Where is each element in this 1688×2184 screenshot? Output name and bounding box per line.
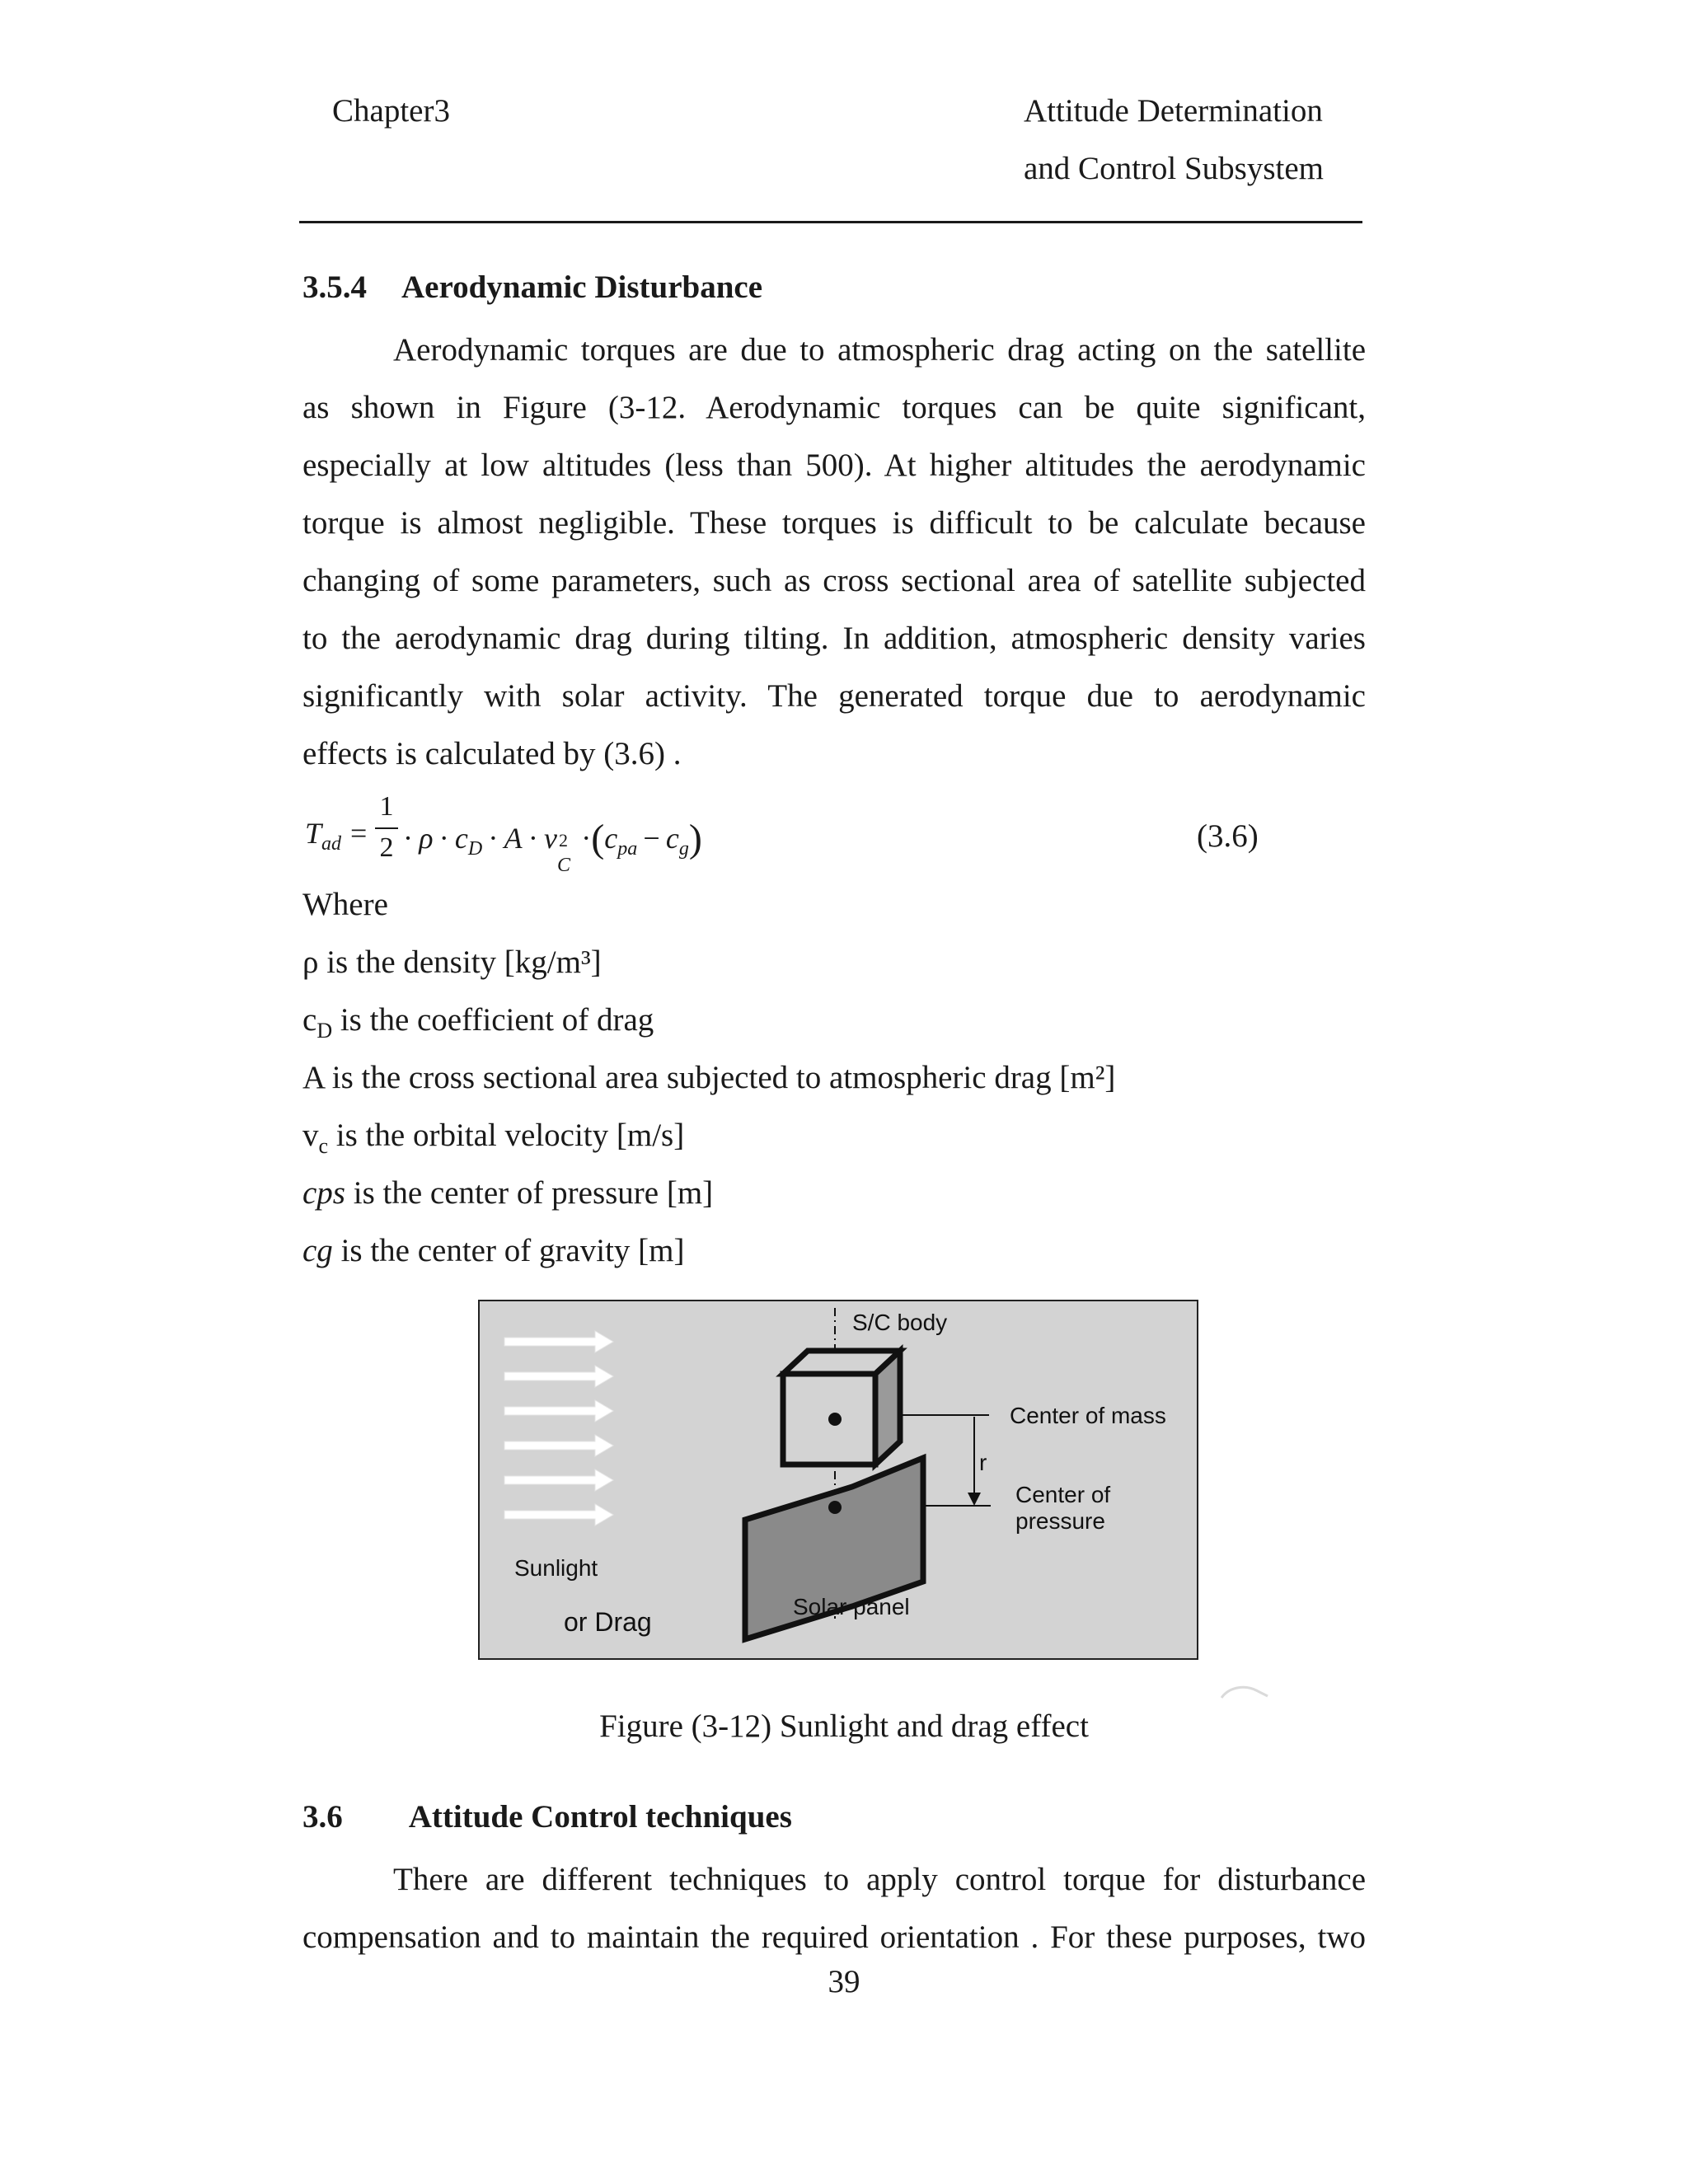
eq-v-sub: C [557, 855, 571, 876]
eq-cg-sub: g [678, 838, 689, 860]
label-sunlight: Sunlight [514, 1555, 598, 1581]
section-number: 3.5.4 [302, 269, 367, 305]
center-of-mass-dot [828, 1413, 842, 1426]
cps-symbol: cps [302, 1175, 345, 1211]
paragraph-line: compensation and to maintain the required orientation . For these purposes, two [302, 1919, 1366, 1955]
header-title-line2: and Control Subsystem [1024, 151, 1325, 186]
paragraph-line: effects is calculated by (3.6) . [302, 736, 682, 771]
figure-sunlight-drag [478, 1300, 1198, 1660]
scan-mark [1218, 1681, 1276, 1703]
paragraph-line: significantly with solar activity. The generated torque due to aerodynamic [302, 678, 1366, 714]
where-rho [302, 946, 602, 978]
section-heading-3-6 [302, 1798, 792, 1835]
label-center-mass: Center of mass [1010, 1403, 1166, 1428]
eq-T-sub: ad [321, 833, 342, 855]
sc-body-cube [783, 1351, 900, 1465]
figure-caption: Figure (3-12) Sunlight and drag effect [599, 1708, 1089, 1744]
cd-symbol: c [302, 1002, 317, 1038]
section-title: Aerodynamic Disturbance [401, 269, 763, 305]
eq-T: T [305, 817, 322, 850]
figure-diagram [480, 1301, 1197, 1658]
sunlight-arrows [504, 1331, 613, 1526]
cg-desc: is the center of gravity [m] [332, 1233, 685, 1268]
paragraph-aerodynamic [302, 321, 1366, 783]
label-center-pressure-2: pressure [1015, 1508, 1105, 1534]
label-r: r [979, 1450, 987, 1475]
where-cps [302, 1177, 713, 1209]
vc-desc: is the orbital velocity [m/s] [328, 1118, 685, 1153]
cps-desc: is the center of pressure [m] [345, 1175, 714, 1211]
eq-frac-bar [375, 827, 398, 829]
paragraph-line: changing of some parameters, such as cross sectional area of satellite subjected [302, 563, 1366, 598]
eq-cpa-sub: pa [617, 838, 638, 860]
rho-symbol: ρ [302, 944, 319, 980]
label-or-drag: or Drag [564, 1607, 652, 1637]
where-area: A is the cross sectional area subjected to atmospheric drag [m²] [302, 1060, 1116, 1095]
rho-desc: is the density [kg/m³] [318, 944, 602, 980]
where-cd [302, 1004, 654, 1042]
center-of-pressure-dot [828, 1501, 842, 1514]
paragraph-line: torque is almost negligible. These torques is difficult to be calculate because [302, 505, 1366, 541]
header-rule [299, 221, 1362, 223]
eq-c: c [454, 822, 468, 855]
section-title: Attitude Control techniques [408, 1799, 792, 1835]
eq-frac-num: 1 [379, 791, 394, 822]
where-cg [302, 1235, 685, 1267]
header-title-line1: Attitude Determination [1024, 93, 1323, 129]
chapter-label: Chapter3 [332, 93, 450, 129]
section-heading-3-5-4 [302, 269, 762, 306]
vc-sub: c [318, 1133, 329, 1158]
label-sc-body: S/C body [852, 1310, 948, 1335]
eq-v-sup: 2 [559, 830, 569, 851]
equation-number: (3.6) [1197, 818, 1259, 854]
eq-A: A [504, 822, 523, 855]
where-vc [302, 1119, 684, 1157]
eq-cg: c [665, 822, 679, 855]
eq-c-sub: D [467, 838, 483, 860]
label-solar-panel: Solar panel [793, 1594, 910, 1619]
paragraph-line: There are different techniques to apply control torque for disturbance [393, 1862, 1366, 1897]
section-number: 3.6 [302, 1799, 343, 1835]
eq-v: v [544, 822, 558, 855]
eq-frac-den: 2 [379, 832, 394, 863]
paragraph-line: especially at low altitudes (less than 500). At higher altitudes the aerodynamic [302, 448, 1366, 483]
where-label: Where [302, 887, 388, 922]
paragraph-line: to the aerodynamic drag during tilting. In addition, atmospheric density varies [302, 621, 1366, 656]
equation-3-6: $T_{ad}$ = 1 2 · $\rho \cdot c_D \cdot A \cdot v$ 2 C $\cdot(c_{pa} - c_g)$ [305, 791, 702, 876]
label-center-pressure-1: Center of [1015, 1482, 1111, 1507]
eq-cpa: c [604, 822, 618, 855]
cg-symbol: cg [302, 1233, 333, 1268]
cd-desc: is the coefficient of drag [332, 1002, 654, 1038]
vc-symbol: v [302, 1118, 319, 1153]
paragraph-line: as shown in Figure (3-12. Aerodynamic torques can be quite significant, [302, 390, 1366, 425]
cd-sub: D [316, 1018, 333, 1043]
paragraph-line: Aerodynamic torques are due to atmospheric drag acting on the satellite [393, 332, 1366, 368]
paragraph-attitude-control [302, 1851, 1366, 1966]
eq-rho: ρ [419, 822, 434, 855]
page-number: 39 [828, 1964, 860, 1999]
